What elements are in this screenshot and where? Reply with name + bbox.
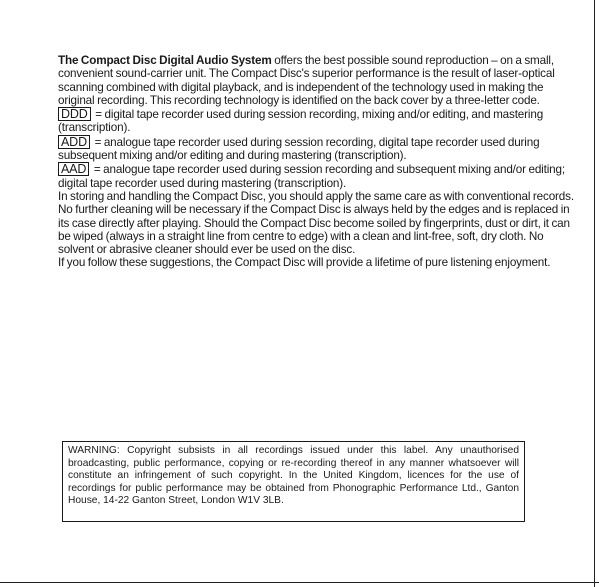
code-desc-add: = analogue tape recorder used during session recording, digital tape recorder used during subsequent mixing and/or editing and during mastering (transcription). <box>58 135 540 163</box>
intro-title: The Compact Disc Digital Audio System <box>58 54 272 67</box>
code-desc-aad: = analogue tape recorder used during session recording and subsequent mixing and/or editing; digital tape recorder used during mastering (transcription). <box>58 163 565 190</box>
care-paragraph: In storing and handling the Compact Disc, you should apply the same care as with conventional records. No further cleaning will be necessary if the Compact Disc is always held by the edges and is replaced in its case directly after playing. Should the Compact Disc become soiled by fingerprints, dust or dirt, it can be wiped (always in a straight line from centre to edge) with a clean and lint-free, soft, dry cloth. No solvent or abrasive cleaner should ever be used on the disc. <box>58 189 574 257</box>
code-entry-aad <box>58 162 578 190</box>
code-entry-ddd <box>58 107 578 135</box>
code-desc-ddd: = digital tape recorder used during session recording, mixing and/or editing, and mastering (transcription). <box>58 108 544 135</box>
closing-paragraph: If you follow these suggestions, the Compact Disc will provide a lifetime of pure listening enjoyment. <box>58 256 551 270</box>
intro-text: offers the best possible sound reproduction – on a small, convenient sound-carrier unit. The Compact Disc's superior performance is the result of laser-optical scanning combined with digital playback, and is independent of the technology used in making the original recording. This recording technology is identified on the back cover by a three-letter code. <box>58 54 555 107</box>
intro-paragraph <box>58 54 578 107</box>
code-badge-aad: AAD <box>58 162 89 176</box>
main-text-block <box>58 54 578 270</box>
bottom-border-line <box>0 582 599 583</box>
code-entry-add <box>58 135 578 163</box>
code-badge-ddd: DDD <box>58 107 91 121</box>
right-border-line <box>594 0 595 587</box>
code-badge-add: ADD <box>58 135 90 149</box>
copyright-warning-box: WARNING: Copyright subsists in all recordings issued under this label. Any unauthorised broadcasting, public performance, copying or re-recording thereof in any manner whatsoever will constitute an infringement of such copyright. In the United Kingdom, licences for the use of recordings for public performance may be obtained from Phonographic Performance Ltd., Ganton House, 14-22 Ganton Street, London W1V 3LB. <box>62 441 525 522</box>
